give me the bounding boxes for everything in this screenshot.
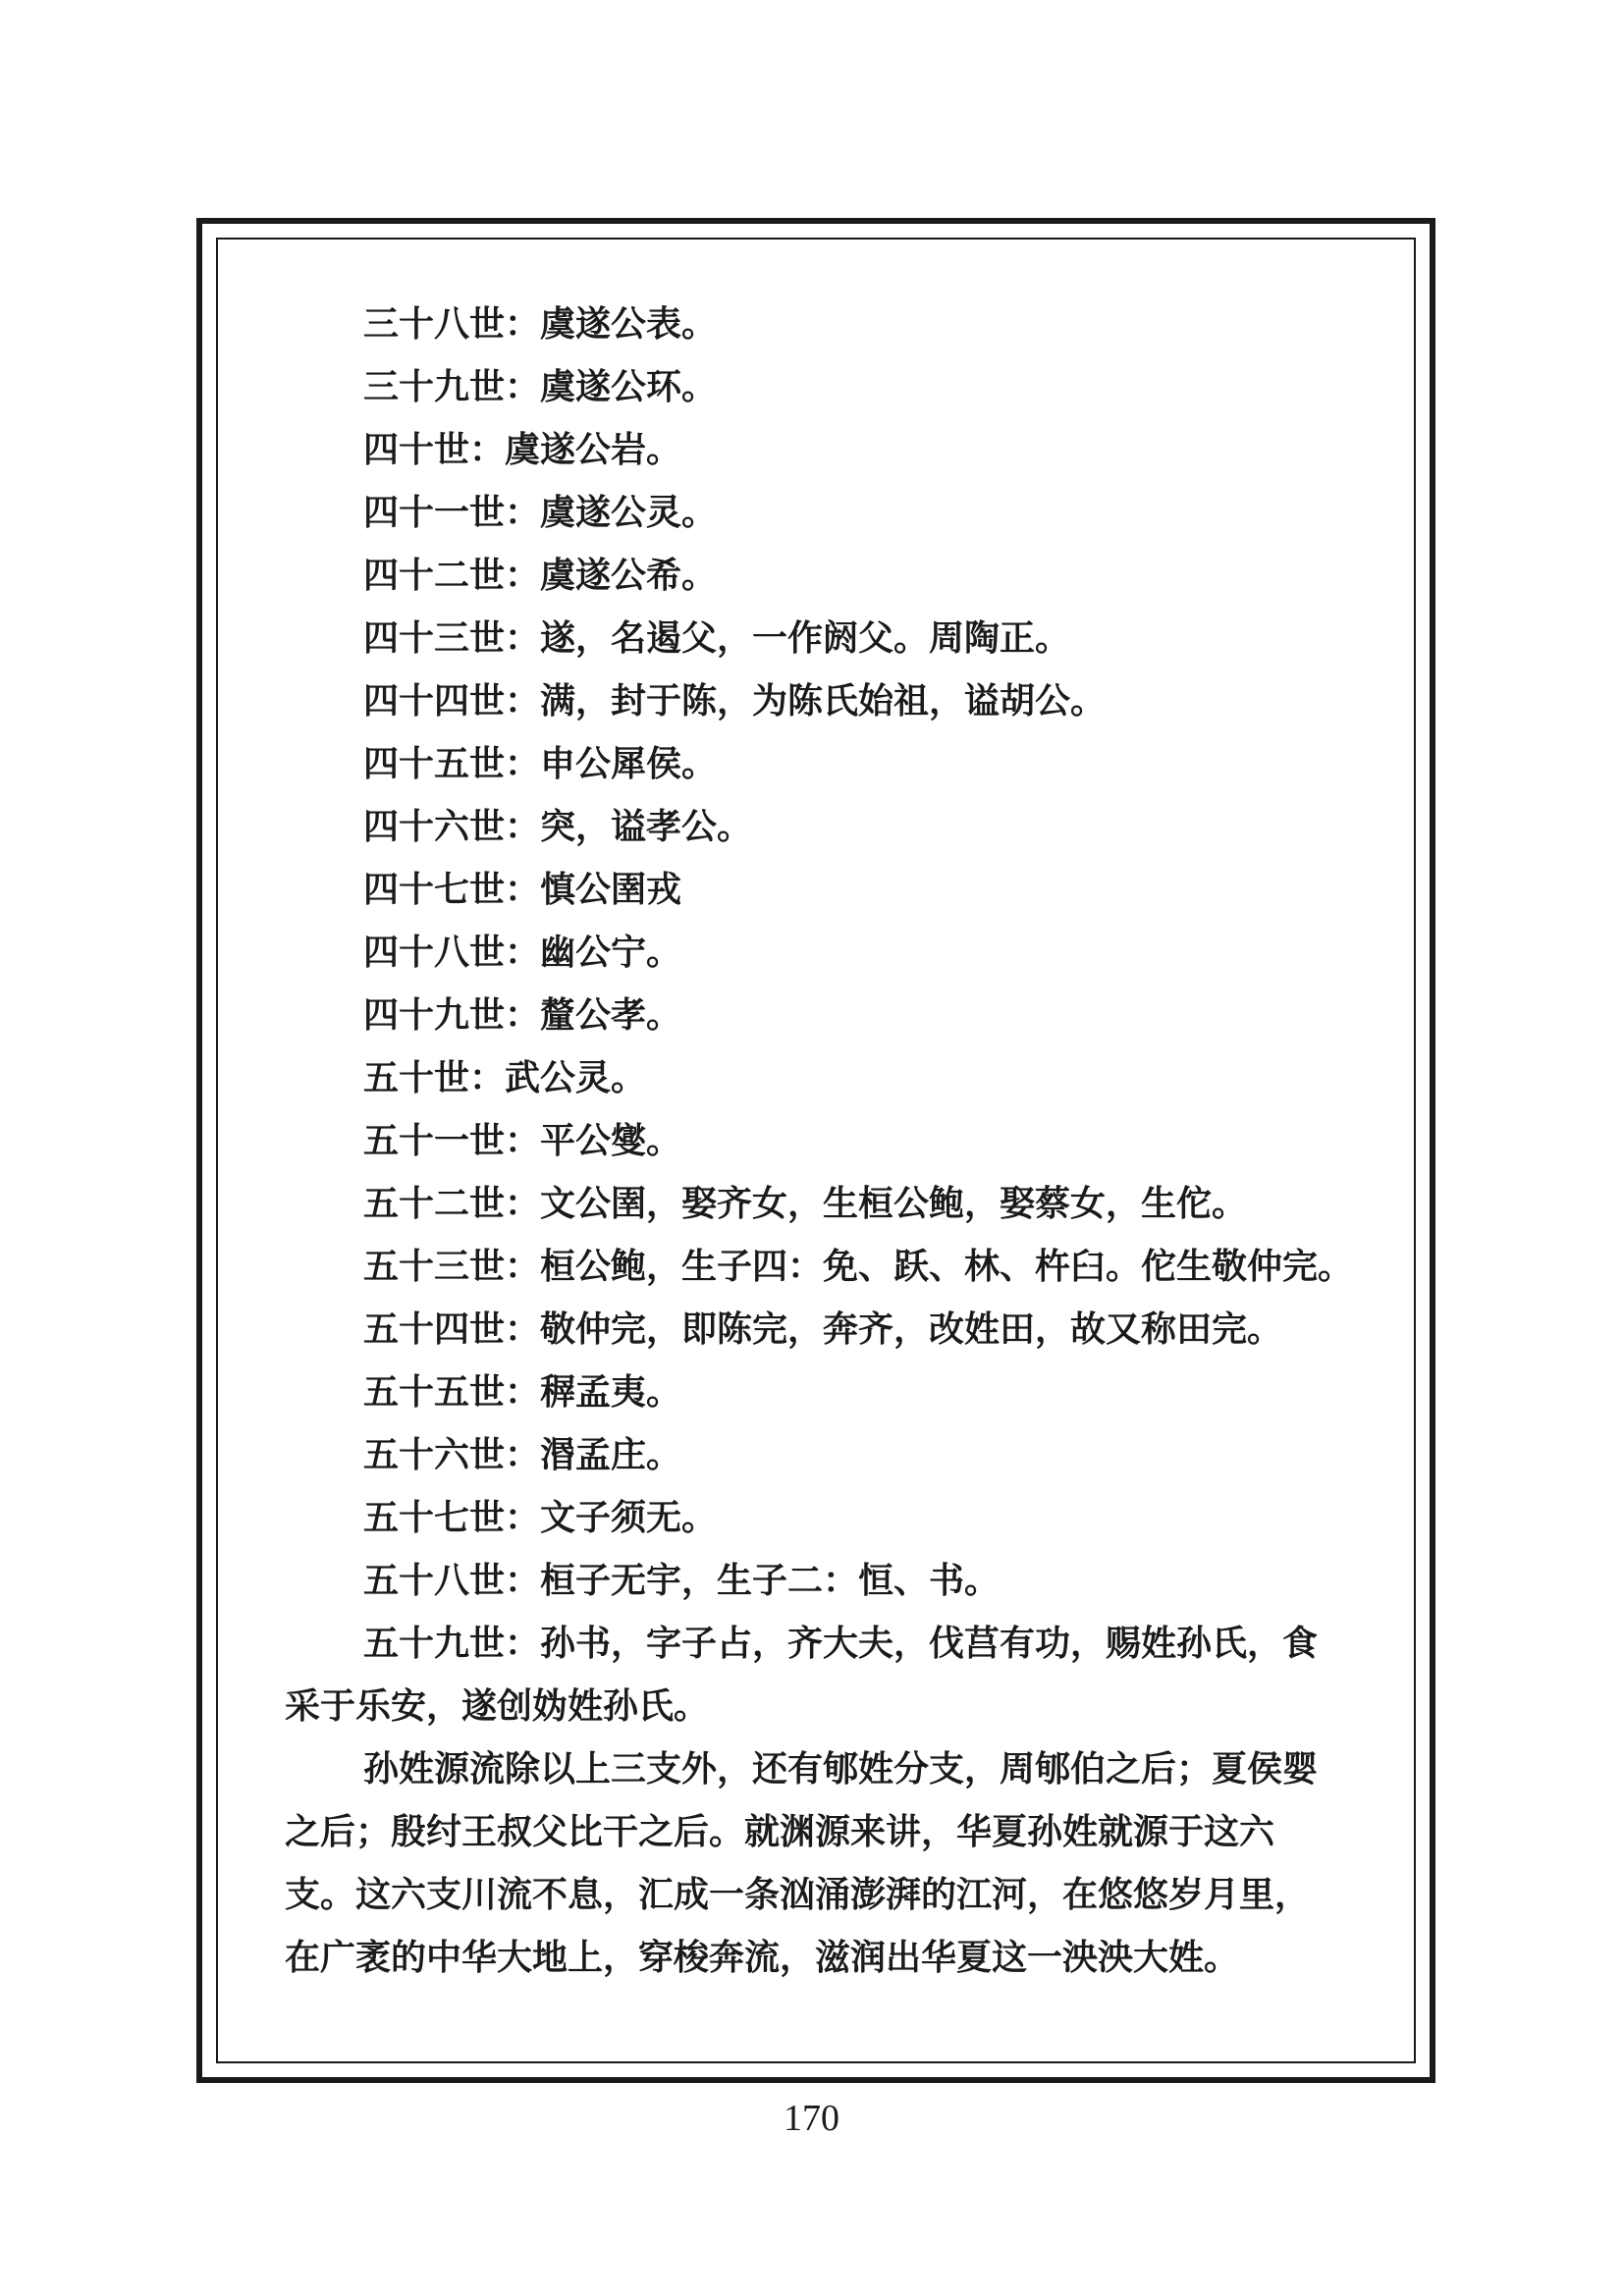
generation-line-39: 三十九世：虞遂公环。 <box>363 366 718 407</box>
generation-line-42: 四十二世：虞遂公希。 <box>363 555 718 596</box>
generation-line-46: 四十六世：突，谥孝公。 <box>363 806 753 847</box>
generation-line-43: 四十三世：遂，名遏父，一作阏父。周陶正。 <box>363 617 1071 659</box>
generation-line-45: 四十五世：申公犀侯。 <box>363 743 718 784</box>
generation-line-41: 四十一世：虞遂公灵。 <box>363 492 718 533</box>
generation-line-59-first: 五十九世：孙书，字子占，齐大夫，伐莒有功，赐姓孙氏，食 <box>363 1623 1319 1664</box>
generation-line-38: 三十八世：虞遂公表。 <box>363 303 718 345</box>
generation-line-50: 五十世：武公灵。 <box>363 1057 647 1098</box>
generation-line-56: 五十六世：湣孟庄。 <box>363 1434 682 1475</box>
closing-paragraph-line-2: 之后；殷纣王叔父比干之后。就渊源来讲，华夏孙姓就源于这六 <box>285 1811 1275 1852</box>
generation-line-54: 五十四世：敬仲完，即陈完，奔齐，改姓田，故又称田完。 <box>363 1308 1283 1350</box>
generation-line-57: 五十七世：文子须无。 <box>363 1497 718 1538</box>
generation-line-51: 五十一世：平公燮。 <box>363 1120 682 1161</box>
closing-paragraph <box>285 1737 1355 1989</box>
generation-line-49: 四十九世：釐公孝。 <box>363 994 682 1036</box>
generation-line-44: 四十四世：满，封于陈，为陈氏始祖，谥胡公。 <box>363 680 1107 721</box>
closing-paragraph-line-4: 在广袤的中华大地上，穿梭奔流，滋润出华夏这一泱泱大姓。 <box>285 1937 1240 1978</box>
generation-line-53: 五十三世：桓公鲍，生子四：免、跃、林、杵臼。佗生敬仲完。 <box>363 1246 1354 1287</box>
generation-line-47: 四十七世：慎公圉戎 <box>363 869 682 910</box>
generation-line-48: 四十八世：幽公宁。 <box>363 932 682 973</box>
genealogy-text-block <box>285 293 1355 1989</box>
generation-line-59-rest: 采于乐安，遂创妫姓孙氏。 <box>285 1685 710 1727</box>
generation-line-59 <box>285 1612 1355 1737</box>
closing-paragraph-line-1: 孙姓源流除以上三支外，还有郇姓分支，周郇伯之后；夏侯婴 <box>363 1748 1319 1789</box>
generation-line-40: 四十世：虞遂公岩。 <box>363 429 682 470</box>
generation-line-52: 五十二世：文公圉，娶齐女，生桓公鲍，娶蔡女，生佗。 <box>363 1183 1248 1224</box>
closing-paragraph-line-3: 支。这六支川流不息，汇成一条汹涌澎湃的江河，在悠悠岁月里， <box>285 1874 1311 1915</box>
generation-line-58: 五十八世：桓子无宇，生子二：恒、书。 <box>363 1560 1001 1601</box>
generation-line-55: 五十五世：稺孟夷。 <box>363 1371 682 1413</box>
page-number: 170 <box>784 2098 839 2139</box>
